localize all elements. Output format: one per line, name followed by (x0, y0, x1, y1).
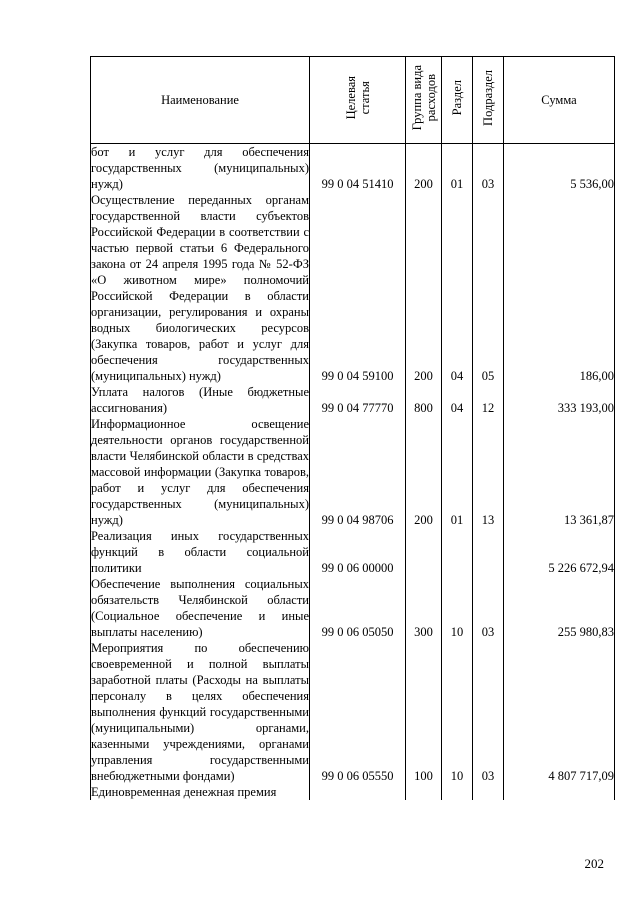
row-section: 04 (442, 192, 473, 384)
table-row (91, 144, 615, 193)
row-section: 01 (442, 416, 473, 528)
header-sum: Сумма (504, 57, 615, 144)
row-name: Мероприятия по обеспечению своевременной и полной выплаты заработной платы (Расходы на выплаты персоналу в целях обеспечения выполнения функций государственными (муниципальными) органами, казенными учреждениями, органами управления государственными внебюджетными фондами) (91, 641, 309, 783)
row-section: 04 (442, 384, 473, 416)
table-row (91, 576, 615, 640)
row-section (442, 784, 473, 800)
header-code: Целевая статья (310, 57, 406, 144)
row-code: 99 0 04 51410 (310, 144, 406, 193)
row-name: Реализация иных государственных функций в области социальной политики (91, 529, 309, 575)
row-code: 99 0 04 59100 (310, 192, 406, 384)
row-group: 100 (406, 640, 442, 784)
row-code: 99 0 06 00000 (310, 528, 406, 576)
table-row (91, 416, 615, 528)
row-sum: 186,00 (504, 192, 615, 384)
row-name: Информационное освещение деятельности органов государственной власти Челябинской области в средствах массовой информации (Закупка товаров, работ и услуг для обеспечения государственных (муниципальных) нужд) (91, 417, 309, 527)
row-group: 800 (406, 384, 442, 416)
row-name: Уплата налогов (Иные бюджетные ассигнования) (91, 385, 309, 415)
row-name: Единовременная денежная премия (91, 784, 310, 800)
table-body (91, 144, 615, 801)
budget-table (90, 56, 615, 800)
row-code: 99 0 06 05050 (310, 576, 406, 640)
row-group: 200 (406, 144, 442, 193)
row-subsection: 03 (473, 144, 504, 193)
row-subsection: 13 (473, 416, 504, 528)
row-name: Обеспечение выполнения социальных обязательств Челябинской области (Социальное обеспечение и иные выплаты населению) (91, 577, 309, 639)
row-code: 99 0 06 05550 (310, 640, 406, 784)
row-group (406, 784, 442, 800)
header-name: Наименование (91, 57, 310, 144)
row-subsection: 03 (473, 640, 504, 784)
row-group: 300 (406, 576, 442, 640)
row-section: 10 (442, 640, 473, 784)
row-subsection: 05 (473, 192, 504, 384)
row-subsection (473, 528, 504, 576)
header-group: Группа вида расходов (406, 57, 442, 144)
header-subsection: Подраздел (473, 57, 504, 144)
header-section: Раздел (442, 57, 473, 144)
row-section (442, 528, 473, 576)
row-sum: 4 807 717,09 (504, 640, 615, 784)
table-row (91, 192, 615, 384)
table-row (91, 528, 615, 576)
page-number: 202 (584, 856, 604, 871)
row-sum: 5 226 672,94 (504, 528, 615, 576)
row-section: 10 (442, 576, 473, 640)
row-code (310, 784, 406, 800)
row-group: 200 (406, 192, 442, 384)
row-sum: 13 361,87 (504, 416, 615, 528)
row-sum (504, 784, 615, 800)
row-group: 200 (406, 416, 442, 528)
row-section: 01 (442, 144, 473, 193)
row-subsection: 03 (473, 576, 504, 640)
row-code: 99 0 04 98706 (310, 416, 406, 528)
row-code: 99 0 04 77770 (310, 384, 406, 416)
table-row (91, 784, 615, 800)
table-header (91, 57, 615, 144)
row-subsection (473, 784, 504, 800)
table-row (91, 640, 615, 784)
row-sum: 5 536,00 (504, 144, 615, 193)
row-sum: 255 980,83 (504, 576, 615, 640)
row-group (406, 528, 442, 576)
row-subsection: 12 (473, 384, 504, 416)
table-row (91, 384, 615, 416)
row-name: Осуществление переданных органам государственной власти субъектов Российской Федерации в соответствии с частью первой статьи 6 Федерального закона от 24 апреля 1995 года № 52-ФЗ «О животном мире» полномочий Российской Федерации в области организации, регулирования и охраны водных биологических ресурсов (Закупка товаров, работ и услуг для обеспечения государственных (муниципальных) нужд) (91, 193, 309, 383)
row-sum: 333 193,00 (504, 384, 615, 416)
row-name: бот и услуг для обеспечения государственных (муниципальных) нужд) (91, 145, 309, 191)
